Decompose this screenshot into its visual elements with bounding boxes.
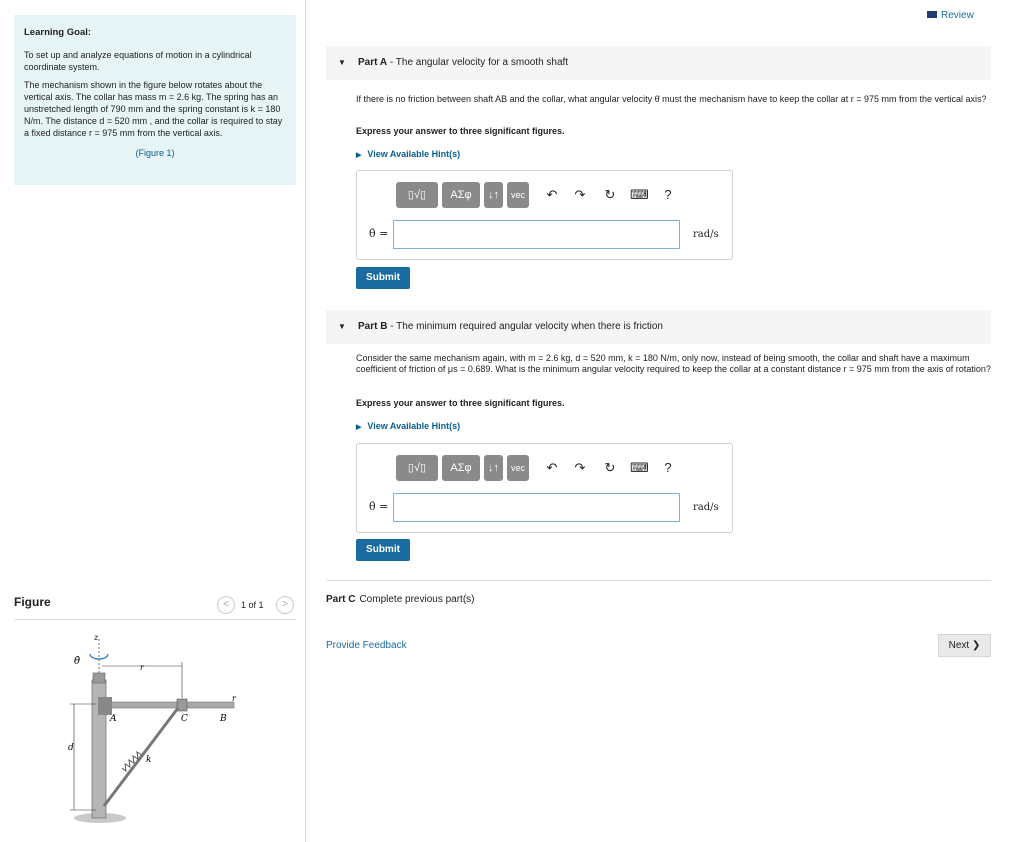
left-panel (0, 0, 306, 842)
redo-icon[interactable]: ↷ (574, 187, 586, 202)
figure-label-d: d (68, 743, 74, 753)
keyboard-icon[interactable]: ⌨ (630, 187, 649, 202)
part-a-answer-input[interactable] (393, 220, 680, 249)
figure-link[interactable]: (Figure 1) (135, 148, 175, 158)
templates-button[interactable]: ▯√▯ (396, 455, 438, 481)
arrows-button[interactable]: ↓↑ (484, 455, 503, 481)
reset-icon[interactable]: ↻ (604, 460, 616, 475)
part-a-header[interactable] (326, 46, 991, 80)
figure-shaft-cap (93, 673, 105, 683)
part-a-instruction: Express your answer to three significant figures. (356, 126, 565, 136)
figure-label-c: C (181, 714, 188, 724)
part-a-title: - The angular velocity for a smooth shaft (387, 57, 569, 68)
undo-icon[interactable]: ↶ (546, 187, 558, 202)
part-a-hint-label: View Available Hint(s) (367, 149, 461, 159)
part-c-divider (326, 580, 991, 581)
part-a-answer-box (356, 170, 733, 260)
mechanism-figure (60, 628, 250, 828)
part-b-unit: rad/s (693, 502, 719, 513)
panel-divider (305, 0, 306, 842)
figure-label-b: B (220, 714, 227, 724)
hint-triangle-icon: ▶ (356, 424, 362, 431)
hint-triangle-icon: ▶ (356, 152, 362, 159)
collapse-triangle-icon: ▼ (338, 322, 346, 331)
part-b-header[interactable] (326, 310, 991, 344)
templates-button[interactable]: ▯√▯ (396, 182, 438, 208)
part-b-title: - The minimum required angular velocity when there is friction (387, 321, 663, 332)
keyboard-icon[interactable]: ⌨ (630, 460, 649, 475)
part-c-row (326, 594, 475, 605)
figure-next-button[interactable]: > (276, 596, 294, 614)
learning-goal-intro: To set up and analyze equations of motion in a cylindrical coordinate system. (24, 50, 252, 72)
reset-icon[interactable]: ↻ (604, 187, 616, 202)
figure-label-r-right: r (232, 694, 236, 703)
greek-button[interactable]: ΑΣφ (442, 182, 480, 208)
part-a-toolbar (396, 182, 714, 209)
redo-icon[interactable]: ↷ (574, 460, 586, 475)
part-b-toolbar (396, 455, 714, 482)
figure-header (14, 592, 296, 620)
part-b-instruction: Express your answer to three significant figures. (356, 398, 565, 408)
part-a-question: If there is no friction between shaft AB and the collar, what angular velocity θ̇ must the mechanism have to keep the collar at r = 975 mm from the vertical axis? (356, 94, 987, 104)
part-c-text: Complete previous part(s) (359, 594, 475, 605)
part-b-variable-label: θ̇ = (369, 500, 389, 513)
help-icon[interactable]: ? (664, 187, 672, 202)
part-a-submit-button[interactable]: Submit (356, 267, 410, 289)
review-link[interactable] (927, 10, 974, 21)
part-b-label: Part B (358, 321, 388, 332)
arrows-button[interactable]: ↓↑ (484, 182, 503, 208)
part-a-unit: rad/s (693, 229, 719, 240)
figure-collar-a (98, 697, 112, 715)
learning-goal-description: The mechanism shown in the figure below rotates about the vertical axis. The collar has mass m = 2.6 kg. The spring has an unstretched length of 790 mm and the spring constant is k = 180 N/m. The distance d = 520 mm , and the collar is required to stay a fixed distance r = 975 mm from the vertical axis. (24, 80, 283, 138)
figure-label-z: z (94, 633, 99, 642)
vec-button[interactable]: vec (507, 182, 529, 208)
part-a-variable-label: θ̇ = (369, 227, 389, 240)
part-a-hint[interactable] (356, 149, 460, 159)
part-b-hint[interactable] (356, 421, 460, 431)
figure-label-r-top: r (140, 663, 144, 672)
figure-arm (106, 702, 234, 708)
learning-goal-heading: Learning Goal: (24, 27, 92, 38)
collapse-triangle-icon: ▼ (338, 58, 346, 67)
figure-title: Figure (14, 595, 51, 609)
part-b-answer-box (356, 443, 733, 533)
next-button[interactable]: Next ❯ (938, 634, 991, 657)
figure-label-a: A (110, 714, 117, 724)
figure-label-theta: θ̇ (74, 656, 81, 667)
help-icon[interactable]: ? (664, 460, 672, 475)
part-a-label: Part A (358, 57, 388, 68)
learning-goal-box (14, 15, 296, 185)
review-label: Review (941, 10, 974, 21)
part-b-question: Consider the same mechanism again, with m = 2.6 kg, d = 520 mm, k = 180 N/m, only now, instead of being smooth, the collar and shaft have a maximum coefficient of friction of μs = 0.689. What is the minimum angular velocity required to keep the collar at a constant distance r = 975 mm from the axis of rotation? (356, 353, 991, 374)
part-b-answer-input[interactable] (393, 493, 680, 522)
review-icon (927, 11, 937, 18)
undo-icon[interactable]: ↶ (546, 460, 558, 475)
part-c-label: Part C (326, 594, 356, 605)
vec-button[interactable]: vec (507, 455, 529, 481)
figure-counter: 1 of 1 (241, 600, 264, 610)
part-b-submit-button[interactable]: Submit (356, 539, 410, 561)
figure-label-k: k (146, 755, 152, 765)
figure-prev-button[interactable]: < (217, 596, 235, 614)
provide-feedback-link[interactable]: Provide Feedback (326, 640, 407, 651)
part-b-hint-label: View Available Hint(s) (367, 421, 461, 431)
greek-button[interactable]: ΑΣφ (442, 455, 480, 481)
